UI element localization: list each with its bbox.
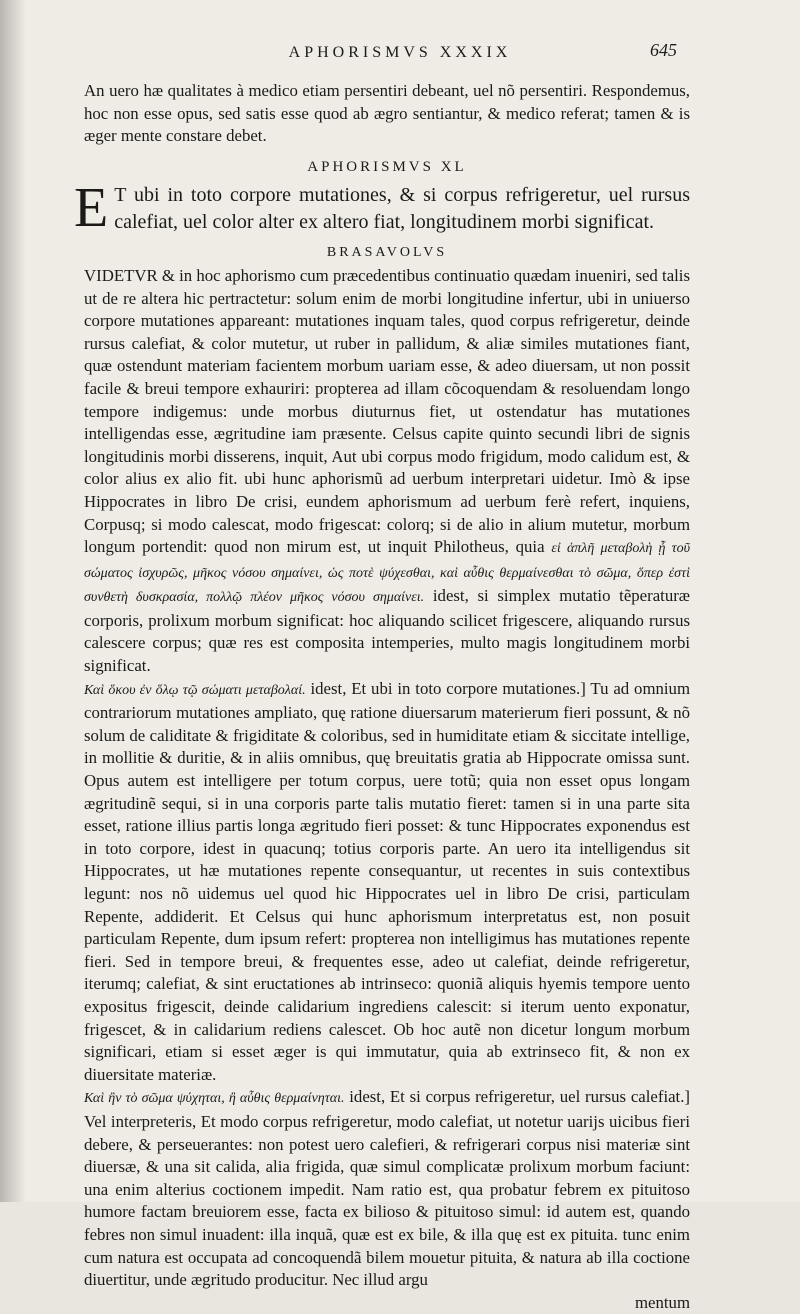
paragraph-1: An uero hæ qualitates à medico etiam persentiri debeant, uel nõ persentiri. Respondemus, hoc non esse opus, sed satis esse quod ab ægro sentiantur, & medico referat; tamen & is æger mente constare debet. [84,81,690,146]
commentary-paragraph-3 [84,678,690,1087]
drop-capital: E [74,177,109,240]
aphorism-heading: APHORISMVS XL [307,158,467,175]
text-block [74,80,691,1314]
running-head: APHORISMVS XXXIX [288,44,512,61]
commentary-paragraph-4 [84,1086,690,1291]
greek-quotation-1: εἰ ἁπλῆ μεταβολὴ ᾖ τοῦ σώματος ἰσχυρῶς, μῆκος νόσου σημαίνει, ὡς ποτὲ ψύχεσθαι, καὶ αὖθις θερμαίνεσθαι τὸ σῶμα, ὅπερ ἐστὶ συνθετὴ δυσκρασία, πολλῷ πλέον μῆκος νόσου σημαίνει. [84,541,691,606]
commentary-text-2b: idest, si simplex mutatio tẽperaturæ corporis, prolixum morbum significat: hoc aliquando scilicet frigescere, aliquando rursus calescere corpus; quæ res est composita intemperies, multo magis longitudinem morbi significat. [84,586,690,676]
aphorism-text: T ubi in toto corpore mutationes, & si corpus refrigeretur, uel rursus calefiat, uel color alter ex altero fiat, longitudinem morbi significat. [114,184,690,234]
greek-quotation-2: Καὶ ὅκου ἐν ὅλῳ τῷ σώματι μεταβολαί. [84,682,306,698]
author-heading: BRASAVOLVS [326,245,448,261]
page-number: 645 [650,40,677,60]
page-gutter-shadow [0,0,26,1202]
catchword: mentum [635,1292,690,1312]
commentary-text-3: idest, Et ubi in toto corpore mutationes.] Tu ad omnium contrariorum mutationes ampliato, quę ratione diuersarum materierum fieri possunt, & nõ solum de caliditate & frigiditate & coloribus, sed in humiditate etiam & siccitate intellige, in mollitie & duritie, & in aliis omnibus, quę breuitatis gratia ab Hippocrate omissa sunt. Opus autem est intelligere per totum corpus, uere totũ; quia non esset opus longam ægritudinẽ sequi, si in una corporis parte talis mutatio fieret: tamen si in una parte sita esset, ratione illius partis longa ægritudo fieri posset: & tunc Hippocrates exponendus est in toto corpore, idest in quacunq; totius corporis parte. An uero ita intelligendus sit Hippocrates, ut hæ mutationes repente consequantur, ut recentes in suis contextibus legunt: nos nõ uidemus uel quod hic Hippocrates uel in libro De crisi, particulam Repente, addiderit. Et Celsus qui hunc aphorismum interpretatus est, non posuit particulam Repente, dum ipsum refert: propterea non intelligimus has mutationes repente fieri. Sed in tempore breui, & frequentes esse, adeo ut calefiat, deinde refrigeretur, iterumq; calefiat, & sint eructationes ab intrinseco: quoniã aliquis hyemis tempore uento expositus frigescit, deinde calidarium ingrediens calescit: si iterum uento exponatur, frigescet, & in calidarium rediens calescet. Ob hoc autẽ non dicetur longum morbum significari, etiam si esset æger is qui immutatur, quia ab extrinseco fit, & non ex diuersitate materiæ. [84,678,690,1084]
aphorism-text-block [74,177,690,240]
commentary-paragraph-2 [84,265,690,678]
greek-quotation-3: Καὶ ἢν τὸ σῶμα ψύχηται, ἢ αὖθις θερμαίνηται. [84,1091,345,1107]
commentary-text-4: idest, Et si corpus refrigeretur, uel rursus calefiat.] Vel interpreteris, Et modo corpus refrigeretur, modo calefiat, ut notetur uarijs uicibus fieri debere, & perseuerantes: non potest uero calefieri, & refrigerari corpus nisi materiæ sint diuersæ, & una sit calida, alia frigida, quæ simul complicatæ prolixum morbum faciunt: una enim alterius coctionem impedit. Nam ratio est, qua probatur febrem ex pituitoso humore factam breuiorem esse, facta ex bilioso & pituitoso simul: id autem est, quando febres non simul inuadent: illa inquã, quæ est ex bile, & illa quę est ex pituita. tunc enim cum natura est occupata ad concoquendã bilem mouetur pituita, & natura ab illa coctione diuertitur, unde ægritudo producitur. Nec illud argu [84,1087,690,1290]
commentary-text-2: VIDETVR & in hoc aphorismo cum præcedentibus continuatio quædam inueniri, sed talis ut de re altera hic pertractetur: solum enim de morbi longitudine infertur, ubi in uniuerso corpore mutationes appareant: mutationes inquam tales, quod corpus refrigeretur, deinde rursus calefiat, & color mutetur, ut ruber in pallidum, & aliæ similes mutationes fiant, quæ ostendunt materiam facientem morbum uariam esse, & adeo diuersam, ut non possit facile & breui tempore exhauriri: propterea ad illam cõcoquendam & resoluendam longo tempore indigemus: unde morbus diuturnus fiet, ut ostendatur has mutationes intelligendas esse, ægritudine iam præsente. Celsus capite quinto secundi libri de signis longitudinis morbi disserens, inquit, Aut ubi corpus modo frigidum, modo calidum est, & color alius ex alio fit. ubi hunc aphorismũ ad uerbum interpretari uidetur. Imò & ipse Hippocrates in libro De crisi, eundem aphorismum ad uerbum ferè refert, inquiens, Corpusq; si modo calescat, modo frigescat: colorq; si de alio in alium mutetur, morbum longum portendit: quod non mirum est, ut inquit Philotheus, quia [84,265,690,557]
